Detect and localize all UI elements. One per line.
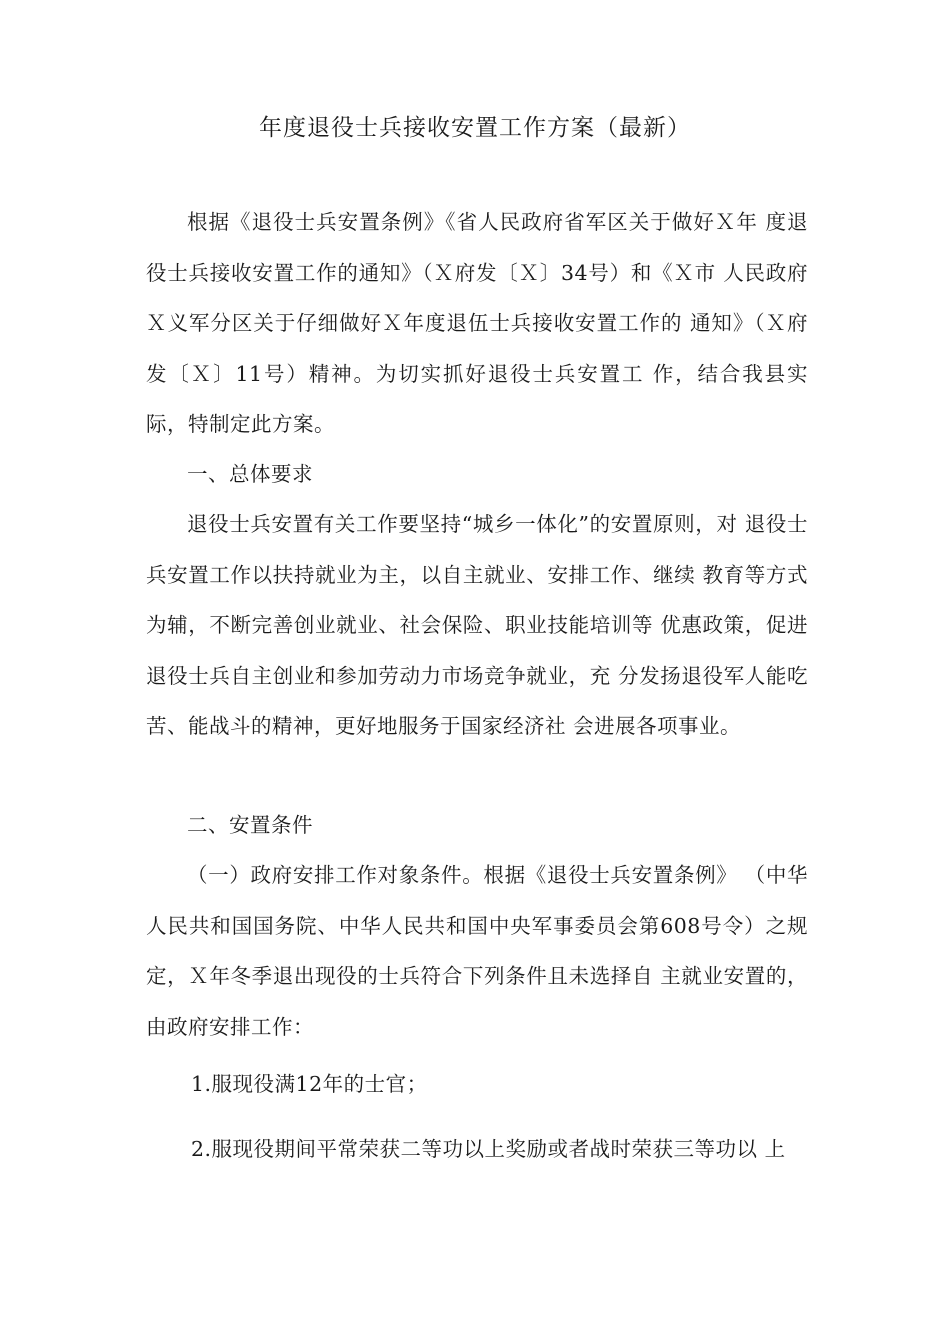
paragraph-general-requirements: 退役士兵安置有关工作要坚持“城乡一体化”的安置原则，对 退役士兵安置工作以扶持就业为主，以自主就业、安排工作、继续 教育等方式为辅，不断完善创业就业、社会保险、职业技能培训等 优惠政策，促进退役士兵自主创业和参加劳动力市场竞争就业，充 分发扬退役军人能吃苦、能战斗的精神，更好地服务于国家经济社 会进展各项事业。 [146, 512, 808, 738]
section-heading-placement-conditions: 二、安置条件 [187, 813, 313, 837]
section-heading-general-requirements: 一、总体要求 [187, 462, 313, 486]
paragraph-intro: 根据《退役士兵安置条例》《省人民政府省军区关于做好Ｘ年 度退役士兵接收安置工作的通知》（Ｘ府发〔Ｘ〕34号）和《Ｘ市 人民政府Ｘ义军分区关于仔细做好Ｘ年度退伍士兵接收安置工作的 通知》（Ｘ府发〔Ｘ〕11号）精神。为切实抓好退役士兵安置工 作，结合我县实际，特制定此方案。 [146, 210, 808, 436]
list-item: 2.服现役期间平常荣获二等功以上奖励或者战时荣获三等功以 上 [191, 1137, 786, 1161]
paragraph-placement-conditions: （一）政府安排工作对象条件。根据《退役士兵安置条例》 （中华人民共和国国务院、中华人民共和国中央军事委员会第608号令）之规定，Ｘ年冬季退出现役的士兵符合下列条件且未选择自 主就业安置的，由政府安排工作： [146, 863, 808, 1039]
document-title: 年度退役士兵接收安置工作方案（最新） [259, 115, 691, 141]
list-item: 1.服现役满12年的士官； [191, 1072, 428, 1096]
